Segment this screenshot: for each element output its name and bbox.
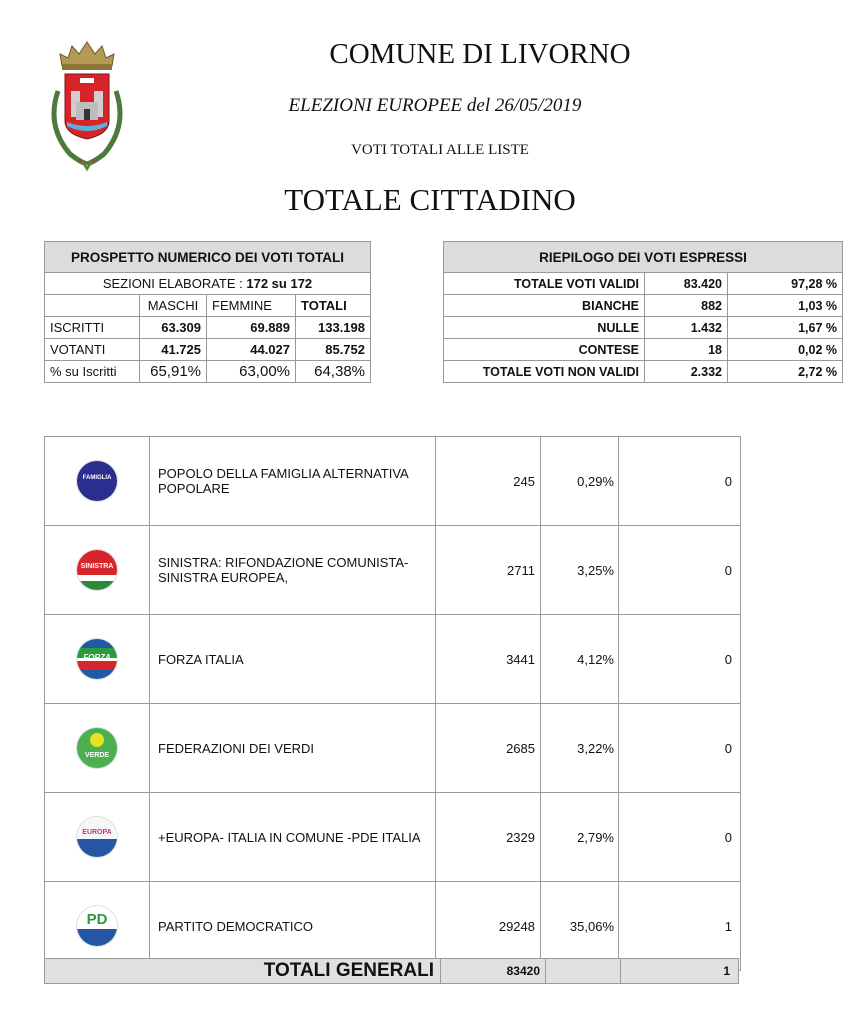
party-seats: 0 [619, 437, 741, 526]
cell-maschi: 41.725 [140, 339, 207, 361]
logo-text: FORZA [83, 653, 111, 662]
piu-europa-logo-icon [77, 817, 117, 857]
col-header-empty [45, 295, 140, 317]
party-row [45, 704, 741, 793]
party-seats: 0 [619, 615, 741, 704]
cell-pct: 0,02 % [728, 339, 843, 361]
cell-value: 1.432 [645, 317, 728, 339]
party-name: POPOLO DELLA FAMIGLIA ALTERNATIVA [158, 466, 409, 481]
prospetto-table [44, 241, 371, 383]
col-header-femmine: FEMMINE [207, 295, 296, 317]
totals-label: TOTALI GENERALI [45, 959, 441, 984]
partito-democratico-logo-icon [77, 906, 117, 946]
row-label: TOTALE VOTI NON VALIDI [444, 361, 645, 383]
party-seats: 0 [619, 793, 741, 882]
logo-text: PD [86, 911, 108, 928]
page-title: COMUNE DI LIVORNO [329, 38, 631, 70]
party-name-line2: SINISTRA EUROPEA, [158, 570, 289, 585]
row-label: CONTESE [444, 339, 645, 361]
party-pct: 3,25% [541, 526, 619, 615]
logo-text: EUROPA [82, 829, 112, 836]
party-pct: 3,22% [541, 704, 619, 793]
riepilogo-table [443, 241, 843, 383]
cell-pct: 97,28 % [728, 273, 843, 295]
election-subtitle: ELEZIONI EUROPEE del 26/05/2019 [288, 95, 582, 116]
table-row [45, 317, 371, 339]
cell-femmine: 44.027 [207, 339, 296, 361]
party-name: FORZA ITALIA [158, 651, 244, 667]
logo-text: FAMIGLIA [82, 475, 112, 481]
party-name: PARTITO DEMOCRATICO [158, 918, 314, 934]
row-label: BIANCHE [444, 295, 645, 317]
forza-italia-logo-icon [77, 639, 117, 679]
party-name: FEDERAZIONI DEI VERDI [158, 740, 315, 756]
party-row [45, 526, 741, 615]
table-row [45, 361, 371, 383]
logo-text: VERDE [84, 752, 110, 759]
table-row [444, 295, 843, 317]
cell-pct: 1,67 % [728, 317, 843, 339]
sezioni-value: 172 su 172 [246, 276, 313, 291]
cell-totali: 85.752 [296, 339, 371, 361]
prospetto-title: PROSPETTO NUMERICO DEI VOTI TOTALI [45, 242, 371, 273]
cell-femmine: 63,00% [207, 361, 296, 383]
cell-value: 2.332 [645, 361, 728, 383]
party-votes: 3441 [436, 615, 541, 704]
sezioni-elaborate [45, 273, 371, 295]
party-name-line2: POPOLARE [158, 481, 230, 496]
party-pct: 0,29% [541, 437, 619, 526]
party-row [45, 793, 741, 882]
party-name: SINISTRA: RIFONDAZIONE COMUNISTA- [158, 555, 409, 570]
party-votes: 29248 [436, 882, 541, 971]
row-label: NULLE [444, 317, 645, 339]
cell-value: 83.420 [645, 273, 728, 295]
row-label: % su Iscritti [45, 361, 140, 383]
row-label: ISCRITTI [45, 317, 140, 339]
cell-totali: 64,38% [296, 361, 371, 383]
totals-seats: 1 [621, 959, 739, 984]
cell-value: 882 [645, 295, 728, 317]
riepilogo-title: RIEPILOGO DEI VOTI ESPRESSI [444, 242, 843, 273]
party-votes: 2685 [436, 704, 541, 793]
livorno-coat-of-arms-icon [40, 36, 134, 172]
table-row [444, 361, 843, 383]
row-label: VOTANTI [45, 339, 140, 361]
party-votes: 245 [436, 437, 541, 526]
party-pct: 35,06% [541, 882, 619, 971]
totals-table [44, 958, 739, 984]
logo-text: SINISTRA [80, 563, 114, 570]
scope-title: TOTALE CITTADINO [284, 182, 576, 217]
party-seats: 0 [619, 704, 741, 793]
col-header-totali: TOTALI [296, 295, 371, 317]
popolo-famiglia-logo-icon [77, 461, 117, 501]
cell-pct: 1,03 % [728, 295, 843, 317]
totals-row [45, 959, 739, 984]
cell-femmine: 69.889 [207, 317, 296, 339]
party-votes: 2329 [436, 793, 541, 882]
europa-verde-logo-icon [77, 728, 117, 768]
party-pct: 4,12% [541, 615, 619, 704]
sinistra-logo-icon [77, 550, 117, 590]
party-votes: 2711 [436, 526, 541, 615]
table-row [444, 317, 843, 339]
party-seats: 0 [619, 526, 741, 615]
cell-value: 18 [645, 339, 728, 361]
row-label: TOTALE VOTI VALIDI [444, 273, 645, 295]
section-label: VOTI TOTALI ALLE LISTE [351, 142, 529, 158]
cell-totali: 133.198 [296, 317, 371, 339]
totals-pct [546, 959, 621, 984]
sezioni-label: SEZIONI ELABORATE : [102, 276, 243, 291]
prospetto-header-row [45, 295, 371, 317]
totals-votes: 83420 [441, 959, 546, 984]
parties-table [44, 436, 741, 971]
table-row [444, 339, 843, 361]
table-row [444, 273, 843, 295]
party-name: +EUROPA- ITALIA IN COMUNE -PDE ITALIA [158, 829, 421, 845]
table-row [45, 339, 371, 361]
cell-maschi: 63.309 [140, 317, 207, 339]
cell-pct: 2,72 % [728, 361, 843, 383]
cell-maschi: 65,91% [140, 361, 207, 383]
party-seats: 1 [619, 882, 741, 971]
party-pct: 2,79% [541, 793, 619, 882]
sunflower-icon [90, 733, 104, 747]
party-row [45, 437, 741, 526]
col-header-maschi: MASCHI [140, 295, 207, 317]
party-row [45, 615, 741, 704]
